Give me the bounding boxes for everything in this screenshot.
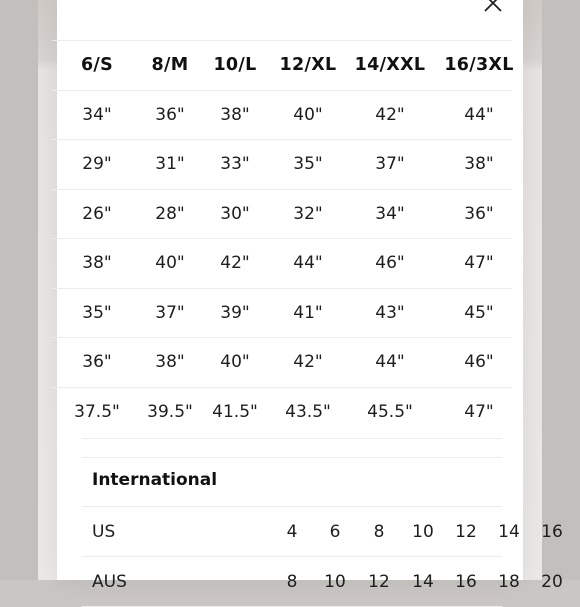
column-header: 14/XXL — [354, 55, 426, 75]
international-cell: 14 — [412, 572, 434, 592]
table-cell: 36" — [82, 352, 112, 372]
table-cell: 43" — [375, 302, 405, 323]
table-cell: 47" — [464, 253, 494, 273]
column-header: 8/M — [151, 55, 189, 75]
column-header: 16/3XL — [444, 55, 514, 75]
table-row — [52, 337, 512, 387]
table-header-row — [52, 40, 512, 90]
table-row — [52, 288, 512, 338]
table-row — [52, 238, 512, 288]
international-table-viewport[interactable] — [82, 507, 563, 592]
international-cell: 16 — [541, 522, 563, 542]
table-cell: 38" — [82, 253, 112, 273]
international-cell: 12 — [368, 572, 390, 592]
international-row — [82, 507, 563, 557]
table-row — [52, 189, 512, 239]
backdrop-right — [542, 0, 580, 580]
international-cell: 18 — [498, 572, 520, 592]
international-table — [82, 507, 563, 607]
table-cell: 36" — [155, 104, 185, 125]
table-row — [52, 139, 512, 189]
table-cell: 46" — [375, 253, 405, 273]
table-cell: 42" — [293, 352, 323, 372]
table-cell: 35" — [293, 154, 323, 174]
international-cell: 10 — [324, 572, 346, 592]
table-cell: 44" — [293, 253, 323, 273]
table-cell: 28" — [155, 203, 185, 224]
section-divider — [82, 457, 502, 458]
table-cell: 37.5" — [74, 401, 120, 422]
table-cell: 39" — [220, 302, 250, 323]
backdrop-left — [0, 0, 38, 580]
table-cell: 32" — [293, 203, 323, 224]
size-table — [52, 40, 512, 436]
table-cell: 40" — [155, 253, 185, 273]
table-cell: 45.5" — [367, 401, 413, 422]
international-row-label: AUS — [92, 572, 127, 592]
size-table-viewport[interactable] — [74, 40, 514, 440]
international-cell: 16 — [455, 572, 477, 592]
table-cell: 31" — [155, 154, 185, 174]
table-cell: 46" — [464, 352, 494, 372]
international-row — [82, 557, 563, 607]
table-cell: 37" — [155, 302, 185, 323]
table-cell: 29" — [82, 154, 112, 174]
table-cell: 41" — [293, 302, 323, 323]
table-cell: 30" — [220, 203, 250, 224]
close-icon[interactable] — [482, 0, 504, 14]
international-cell: 12 — [455, 522, 477, 542]
table-cell: 38" — [220, 104, 250, 125]
international-cell: 8 — [286, 572, 298, 592]
table-cell: 44" — [375, 352, 405, 372]
column-header: 10/L — [213, 55, 257, 75]
table-cell: 33" — [220, 154, 250, 174]
table-cell: 26" — [82, 203, 112, 224]
table-cell: 39.5" — [147, 401, 193, 422]
size-chart-modal — [57, 0, 563, 592]
table-row — [52, 387, 512, 437]
table-cell: 38" — [155, 352, 185, 372]
international-cell: 4 — [286, 522, 298, 542]
international-cell: 14 — [498, 522, 520, 542]
table-cell: 44" — [464, 104, 494, 125]
column-header: 12/XL — [279, 55, 337, 75]
international-cell: 6 — [329, 522, 341, 542]
international-cell: 20 — [541, 572, 563, 592]
table-cell: 35" — [82, 302, 112, 323]
table-cell: 36" — [464, 203, 494, 224]
column-header: 6/S — [80, 55, 114, 75]
table-row — [52, 90, 512, 140]
table-divider — [82, 438, 502, 439]
table-cell: 40" — [220, 352, 250, 372]
international-row-label: US — [92, 522, 116, 542]
table-cell: 40" — [293, 104, 323, 125]
table-cell: 47" — [464, 401, 494, 422]
table-cell: 45" — [464, 302, 494, 323]
table-cell: 42" — [220, 253, 250, 273]
table-cell: 34" — [375, 203, 405, 224]
table-cell: 38" — [464, 154, 494, 174]
table-cell: 37" — [375, 154, 405, 174]
table-cell: 41.5" — [212, 401, 258, 422]
table-cell: 43.5" — [285, 401, 331, 422]
table-cell: 42" — [375, 104, 405, 125]
international-cell: 10 — [412, 522, 434, 542]
international-cell: 8 — [373, 522, 385, 542]
international-heading: International — [92, 470, 218, 490]
table-cell: 34" — [82, 104, 112, 125]
